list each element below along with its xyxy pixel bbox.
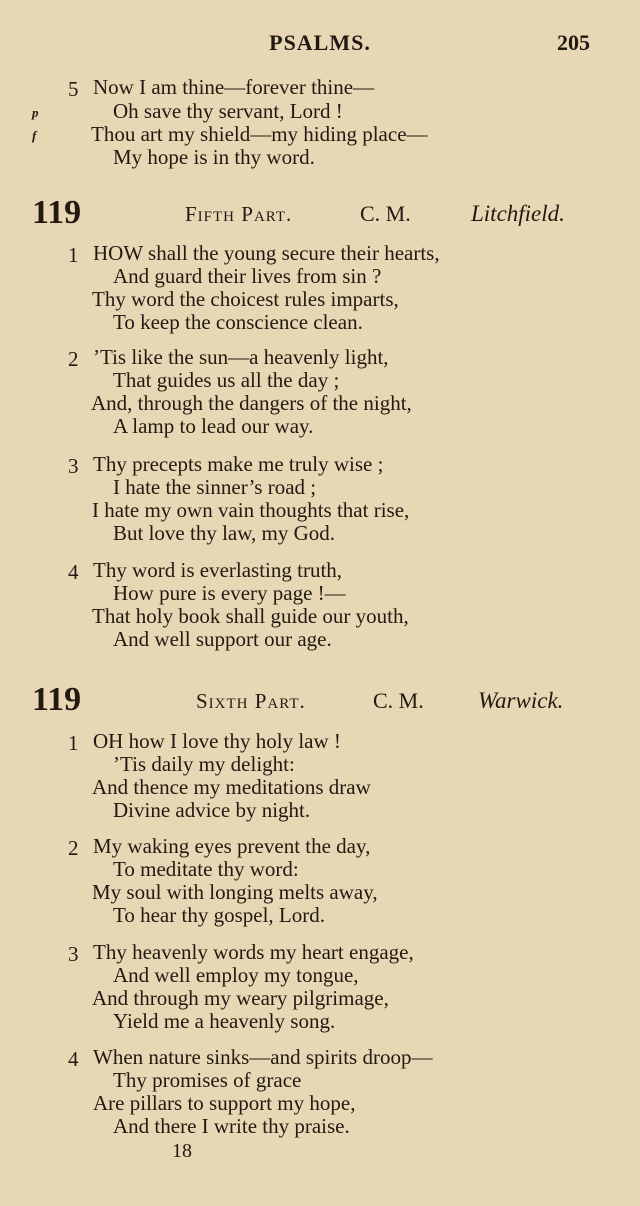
verse-line: Yield me a heavenly song. bbox=[113, 1009, 336, 1033]
hymn-part: Fifth Part. bbox=[185, 202, 293, 226]
verse-line: My soul with longing melts away, bbox=[92, 880, 378, 904]
verse-number: 5 bbox=[68, 77, 79, 101]
hymn-meter: C. M. bbox=[360, 201, 411, 226]
hymn-tune: Warwick. bbox=[478, 688, 564, 713]
verse-line: And guard their lives from sin ? bbox=[113, 264, 382, 288]
verse-line: To hear thy gospel, Lord. bbox=[113, 903, 325, 927]
verse-line: Divine advice by night. bbox=[113, 798, 311, 822]
verse-line: To meditate thy word: bbox=[113, 857, 299, 881]
verse-line: And well support our age. bbox=[113, 627, 332, 651]
verse-line: I hate the sinner’s road ; bbox=[113, 475, 317, 499]
verse-line: Thou art my shield—my hiding place— bbox=[91, 122, 428, 146]
verse-line: A lamp to lead our way. bbox=[113, 414, 314, 438]
verse-line: To keep the conscience clean. bbox=[113, 310, 363, 334]
verse-line: And well employ my tongue, bbox=[113, 963, 359, 987]
verse-number: 3 bbox=[68, 942, 79, 966]
dynamic-mark-forte: f bbox=[32, 128, 37, 143]
verse-line: My waking eyes prevent the day, bbox=[93, 834, 371, 858]
verse-line: When nature sinks—and spirits droop— bbox=[93, 1045, 433, 1069]
dynamic-mark-piano: p bbox=[32, 105, 39, 120]
verse-line: And there I write thy praise. bbox=[113, 1114, 350, 1138]
verse-number: 1 bbox=[68, 731, 79, 755]
verse-line: ’Tis daily my delight: bbox=[113, 752, 295, 776]
verse-line: But love thy law, my God. bbox=[113, 521, 336, 545]
verse-number: 2 bbox=[68, 836, 79, 860]
running-title: PSALMS. bbox=[269, 30, 371, 55]
page-number: 205 bbox=[557, 30, 590, 55]
verse-line: My hope is in thy word. bbox=[113, 145, 315, 169]
verse-line: Thy heavenly words my heart engage, bbox=[93, 940, 414, 964]
verse-line: Thy precepts make me truly wise ; bbox=[93, 452, 384, 476]
verse-line: Oh save thy servant, Lord ! bbox=[113, 99, 343, 123]
hymn-tune: Litchfield. bbox=[471, 201, 565, 226]
verse-line: Now I am thine—forever thine— bbox=[93, 75, 375, 99]
verse-line: OH how I love thy holy law ! bbox=[93, 729, 341, 753]
verse-line: ’Tis like the sun—a heavenly light, bbox=[93, 345, 389, 369]
hymn-part: Sixth Part. bbox=[196, 689, 306, 713]
signature-mark: 18 bbox=[172, 1140, 192, 1162]
verse-line: And through my weary pilgrimage, bbox=[92, 986, 389, 1010]
verse-number: 1 bbox=[68, 243, 79, 267]
hymn-meter: C. M. bbox=[373, 688, 424, 713]
verse-line: Thy promises of grace bbox=[113, 1068, 302, 1092]
verse-line: That holy book shall guide our youth, bbox=[92, 604, 409, 628]
verse-line: That guides us all the day ; bbox=[113, 368, 340, 392]
verse-number: 2 bbox=[68, 347, 79, 371]
verse-line: And thence my meditations draw bbox=[92, 775, 371, 799]
verse-line: And, through the dangers of the night, bbox=[91, 391, 412, 415]
verse-line: HOW shall the young secure their hearts, bbox=[93, 241, 440, 265]
verse-number: 4 bbox=[68, 560, 79, 584]
hymn-number: 119 bbox=[32, 194, 82, 231]
verse-line: Thy word is everlasting truth, bbox=[93, 558, 343, 582]
verse-line: How pure is every page !— bbox=[113, 581, 346, 605]
verse-line: I hate my own vain thoughts that rise, bbox=[92, 498, 410, 522]
verse-number: 4 bbox=[68, 1047, 79, 1071]
verse-number: 3 bbox=[68, 454, 79, 478]
hymn-number: 119 bbox=[32, 681, 82, 718]
verse-line: Are pillars to support my hope, bbox=[93, 1091, 356, 1115]
verse-line: Thy word the choicest rules imparts, bbox=[92, 287, 399, 311]
